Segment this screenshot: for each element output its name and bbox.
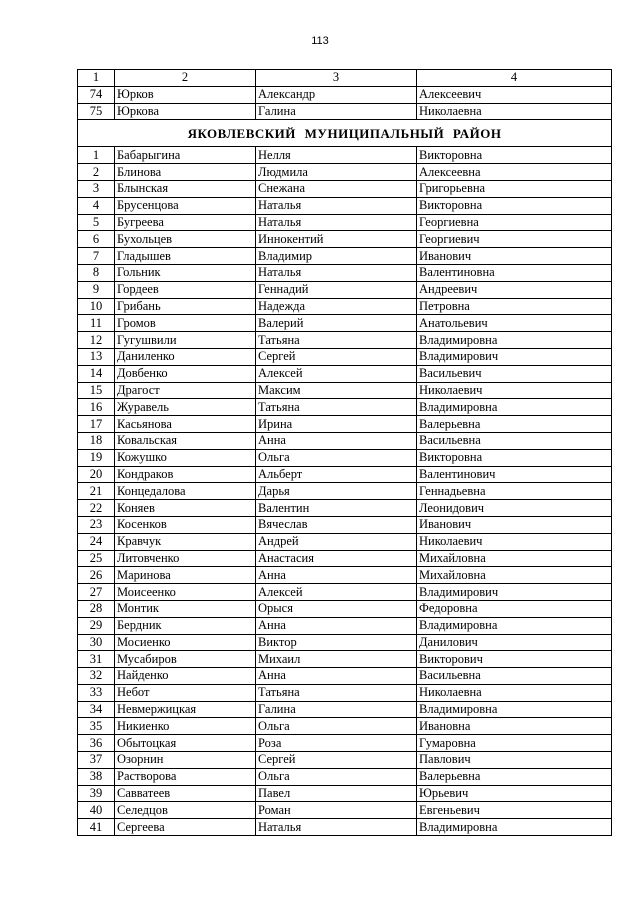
row-number-cell: 26 [78,567,115,584]
table-row [78,567,612,584]
name-cell: Татьяна [256,332,417,349]
patronymic-cell: Иванович [417,516,612,533]
table-row [78,533,612,550]
table-row [78,718,612,735]
column-number-row [78,70,612,87]
name-cell: Павел [256,785,417,802]
table-row [78,348,612,365]
table-row [78,197,612,214]
table-row [78,752,612,769]
table-row [78,500,612,517]
table-row [78,214,612,231]
row-number-cell: 8 [78,264,115,281]
row-number-cell: 2 [78,164,115,181]
surname-cell: Бердник [115,617,256,634]
row-number-cell: 27 [78,584,115,601]
row-number-cell: 10 [78,298,115,315]
surname-cell: Драгост [115,382,256,399]
table-row [78,86,612,103]
surname-cell: Растворова [115,768,256,785]
surname-cell: Журавель [115,399,256,416]
table-row [78,768,612,785]
surname-cell: Брусенцова [115,197,256,214]
patronymic-cell: Евгеньевич [417,802,612,819]
name-cell: Валентин [256,500,417,517]
surname-cell: Довбенко [115,365,256,382]
name-cell: Анна [256,567,417,584]
name-cell: Наталья [256,214,417,231]
patronymic-cell: Васильевна [417,668,612,685]
surname-cell: Гольник [115,264,256,281]
row-number-cell: 31 [78,651,115,668]
surname-cell: Сергеева [115,819,256,836]
surname-cell: Коняев [115,500,256,517]
patronymic-cell: Леонидович [417,500,612,517]
patronymic-cell: Геннадьевна [417,483,612,500]
row-number-cell: 23 [78,516,115,533]
row-number-cell: 7 [78,248,115,265]
patronymic-cell: Валентиновна [417,264,612,281]
surname-cell: Гугушвили [115,332,256,349]
table-row [78,332,612,349]
table-row [78,684,612,701]
table-row [78,298,612,315]
row-number-cell: 6 [78,231,115,248]
surname-cell: Блынская [115,180,256,197]
patronymic-cell: Гумаровна [417,735,612,752]
patronymic-cell: Викторович [417,651,612,668]
name-cell: Альберт [256,466,417,483]
table-row [78,483,612,500]
table-row [78,365,612,382]
patronymic-cell: Валерьевна [417,768,612,785]
surname-cell: Озорнин [115,752,256,769]
row-number-cell: 3 [78,180,115,197]
patronymic-cell: Ивановна [417,718,612,735]
surname-cell: Небот [115,684,256,701]
name-cell: Валерий [256,315,417,332]
surname-cell: Юркова [115,103,256,120]
row-number-cell: 9 [78,281,115,298]
row-number-cell: 30 [78,634,115,651]
row-number-cell: 75 [78,103,115,120]
table-row [78,735,612,752]
column-number-4: 4 [417,70,612,87]
patronymic-cell: Викторовна [417,147,612,164]
row-number-cell: 36 [78,735,115,752]
table-row [78,399,612,416]
row-number-cell: 35 [78,718,115,735]
surname-cell: Моисеенко [115,584,256,601]
name-cell: Ирина [256,416,417,433]
surname-cell: Юрков [115,86,256,103]
row-number-cell: 11 [78,315,115,332]
patronymic-cell: Владимировна [417,332,612,349]
name-cell: Анна [256,668,417,685]
table-row [78,382,612,399]
name-cell: Роман [256,802,417,819]
name-cell: Надежда [256,298,417,315]
patronymic-cell: Михайловна [417,567,612,584]
row-number-cell: 34 [78,701,115,718]
patronymic-cell: Валерьевна [417,416,612,433]
surname-cell: Грибань [115,298,256,315]
surname-cell: Гладышев [115,248,256,265]
table-row [78,231,612,248]
table-row [78,147,612,164]
name-cell: Александр [256,86,417,103]
name-cell: Снежана [256,180,417,197]
surname-cell: Даниленко [115,348,256,365]
surname-cell: Кожушко [115,449,256,466]
surname-cell: Касьянова [115,416,256,433]
patronymic-cell: Николаевна [417,684,612,701]
name-cell: Анастасия [256,550,417,567]
name-cell: Наталья [256,197,417,214]
table-row [78,651,612,668]
row-number-cell: 28 [78,600,115,617]
table-row [78,516,612,533]
row-number-cell: 37 [78,752,115,769]
row-number-cell: 15 [78,382,115,399]
surname-cell: Бугреева [115,214,256,231]
table-row [78,164,612,181]
surname-cell: Блинова [115,164,256,181]
name-cell: Ольга [256,718,417,735]
row-number-cell: 18 [78,432,115,449]
name-cell: Нелля [256,147,417,164]
patronymic-cell: Юрьевич [417,785,612,802]
name-cell: Анна [256,617,417,634]
name-cell: Роза [256,735,417,752]
surname-cell: Никиенко [115,718,256,735]
patronymic-cell: Владимировна [417,701,612,718]
name-cell: Андрей [256,533,417,550]
patronymic-cell: Викторовна [417,197,612,214]
table-row [78,617,612,634]
name-cell: Татьяна [256,684,417,701]
patronymic-cell: Георгиевич [417,231,612,248]
row-number-cell: 16 [78,399,115,416]
patronymic-cell: Викторовна [417,449,612,466]
name-cell: Сергей [256,752,417,769]
section-header-row [78,120,612,147]
patronymic-cell: Владимирович [417,348,612,365]
patronymic-cell: Владимировна [417,617,612,634]
table-row [78,281,612,298]
patronymic-cell: Андреевич [417,281,612,298]
row-number-cell: 21 [78,483,115,500]
surname-cell: Кравчук [115,533,256,550]
name-cell: Ольга [256,768,417,785]
row-number-cell: 39 [78,785,115,802]
patronymic-cell: Павлович [417,752,612,769]
row-number-cell: 17 [78,416,115,433]
patronymic-cell: Николаевич [417,533,612,550]
surname-cell: Бухольцев [115,231,256,248]
patronymic-cell: Владимирович [417,584,612,601]
patronymic-cell: Михайловна [417,550,612,567]
column-number-1: 1 [78,70,115,87]
name-cell: Наталья [256,819,417,836]
table-row [78,449,612,466]
table-row [78,466,612,483]
row-number-cell: 29 [78,617,115,634]
name-cell: Людмила [256,164,417,181]
name-cell: Виктор [256,634,417,651]
patronymic-cell: Данилович [417,634,612,651]
patronymic-cell: Васильевна [417,432,612,449]
surname-cell: Селедцов [115,802,256,819]
patronymic-cell: Владимировна [417,399,612,416]
row-number-cell: 20 [78,466,115,483]
table-row [78,416,612,433]
patronymic-cell: Николаевич [417,382,612,399]
roster-body [78,70,612,836]
table-row [78,432,612,449]
surname-cell: Невмержицкая [115,701,256,718]
table-row [78,248,612,265]
patronymic-cell: Иванович [417,248,612,265]
table-row [78,264,612,281]
name-cell: Максим [256,382,417,399]
patronymic-cell: Валентинович [417,466,612,483]
patronymic-cell: Николаевна [417,103,612,120]
patronymic-cell: Алексеевна [417,164,612,181]
column-number-2: 2 [115,70,256,87]
table-row [78,634,612,651]
table-row [78,550,612,567]
table-row [78,668,612,685]
name-cell: Дарья [256,483,417,500]
page-number: 113 [311,35,329,47]
table-row [78,584,612,601]
surname-cell: Литовченко [115,550,256,567]
table-row [78,103,612,120]
table-row [78,180,612,197]
section-title: ЯКОВЛЕВСКИЙ МУНИЦИПАЛЬНЫЙ РАЙОН [78,120,612,147]
name-cell: Алексей [256,584,417,601]
table-row [78,701,612,718]
row-number-cell: 5 [78,214,115,231]
patronymic-cell: Григорьевна [417,180,612,197]
table-row [78,785,612,802]
patronymic-cell: Васильевич [417,365,612,382]
table-row [78,600,612,617]
table-row [78,819,612,836]
roster-table [77,69,612,836]
surname-cell: Мусабиров [115,651,256,668]
row-number-cell: 41 [78,819,115,836]
patronymic-cell: Анатольевич [417,315,612,332]
surname-cell: Обытоцкая [115,735,256,752]
row-number-cell: 14 [78,365,115,382]
surname-cell: Кондраков [115,466,256,483]
row-number-cell: 1 [78,147,115,164]
table-row [78,802,612,819]
row-number-cell: 74 [78,86,115,103]
patronymic-cell: Владимировна [417,819,612,836]
patronymic-cell: Георгиевна [417,214,612,231]
row-number-cell: 33 [78,684,115,701]
table-row [78,315,612,332]
row-number-cell: 32 [78,668,115,685]
row-number-cell: 12 [78,332,115,349]
row-number-cell: 13 [78,348,115,365]
row-number-cell: 22 [78,500,115,517]
name-cell: Галина [256,103,417,120]
surname-cell: Гордеев [115,281,256,298]
name-cell: Геннадий [256,281,417,298]
row-number-cell: 38 [78,768,115,785]
surname-cell: Косенков [115,516,256,533]
patronymic-cell: Алексеевич [417,86,612,103]
patronymic-cell: Федоровна [417,600,612,617]
name-cell: Татьяна [256,399,417,416]
surname-cell: Концедалова [115,483,256,500]
row-number-cell: 24 [78,533,115,550]
surname-cell: Савватеев [115,785,256,802]
surname-cell: Маринова [115,567,256,584]
name-cell: Михаил [256,651,417,668]
row-number-cell: 4 [78,197,115,214]
surname-cell: Бабарыгина [115,147,256,164]
surname-cell: Громов [115,315,256,332]
surname-cell: Ковальская [115,432,256,449]
row-number-cell: 40 [78,802,115,819]
row-number-cell: 25 [78,550,115,567]
name-cell: Орыся [256,600,417,617]
column-number-3: 3 [256,70,417,87]
name-cell: Галина [256,701,417,718]
surname-cell: Мосиенко [115,634,256,651]
name-cell: Алексей [256,365,417,382]
surname-cell: Монтик [115,600,256,617]
row-number-cell: 19 [78,449,115,466]
name-cell: Иннокентий [256,231,417,248]
name-cell: Вячеслав [256,516,417,533]
name-cell: Владимир [256,248,417,265]
name-cell: Анна [256,432,417,449]
name-cell: Ольга [256,449,417,466]
name-cell: Наталья [256,264,417,281]
surname-cell: Найденко [115,668,256,685]
name-cell: Сергей [256,348,417,365]
patronymic-cell: Петровна [417,298,612,315]
